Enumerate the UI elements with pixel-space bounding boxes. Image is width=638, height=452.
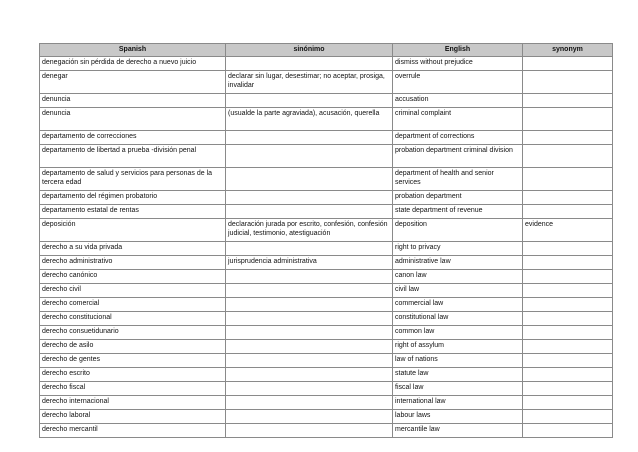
table-row: [40, 256, 613, 270]
cell-english: mercantile law: [393, 424, 523, 438]
cell-sinonimo: [226, 368, 393, 382]
cell-spanish: derecho internacional: [40, 396, 226, 410]
cell-spanish: departamento estatal de rentas: [40, 205, 226, 219]
column-header-spanish: Spanish: [40, 44, 226, 57]
cell-sinonimo: [226, 382, 393, 396]
table-row: [40, 368, 613, 382]
cell-synonym: [523, 340, 613, 354]
table-row: [40, 145, 613, 168]
cell-spanish: derecho fiscal: [40, 382, 226, 396]
cell-synonym: [523, 396, 613, 410]
glossary-sheet: [39, 43, 613, 438]
cell-sinonimo: [226, 284, 393, 298]
cell-sinonimo: [226, 340, 393, 354]
cell-sinonimo: [226, 168, 393, 191]
column-header-english: English: [393, 44, 523, 57]
table-row: [40, 382, 613, 396]
cell-spanish: derecho de asilo: [40, 340, 226, 354]
table-row: [40, 340, 613, 354]
cell-english: constitutional law: [393, 312, 523, 326]
cell-synonym: [523, 312, 613, 326]
cell-synonym: [523, 368, 613, 382]
table-row: [40, 205, 613, 219]
cell-spanish: denegar: [40, 71, 226, 94]
cell-english: overrule: [393, 71, 523, 94]
table-row: [40, 284, 613, 298]
cell-english: department of corrections: [393, 131, 523, 145]
cell-synonym: [523, 108, 613, 131]
cell-english: accusation: [393, 94, 523, 108]
cell-sinonimo: [226, 424, 393, 438]
cell-english: department of health and senior services: [393, 168, 523, 191]
cell-sinonimo: [226, 242, 393, 256]
table-row: [40, 71, 613, 94]
cell-english: administrative law: [393, 256, 523, 270]
table-row: [40, 326, 613, 340]
cell-synonym: [523, 145, 613, 168]
cell-spanish: derecho constitucional: [40, 312, 226, 326]
cell-synonym: evidence: [523, 219, 613, 242]
cell-spanish: denegación sin pérdida de derecho a nuevo juicio: [40, 57, 226, 71]
cell-english: international law: [393, 396, 523, 410]
cell-spanish: derecho administrativo: [40, 256, 226, 270]
table-row: [40, 424, 613, 438]
table-row: [40, 242, 613, 256]
cell-spanish: derecho escrito: [40, 368, 226, 382]
cell-spanish: departamento del régimen probatorio: [40, 191, 226, 205]
cell-spanish: derecho canónico: [40, 270, 226, 284]
cell-spanish: deposición: [40, 219, 226, 242]
cell-sinonimo: [226, 57, 393, 71]
cell-synonym: [523, 131, 613, 145]
table-row: [40, 410, 613, 424]
cell-spanish: departamento de correcciones: [40, 131, 226, 145]
cell-sinonimo: [226, 191, 393, 205]
cell-english: state department of revenue: [393, 205, 523, 219]
table-row: [40, 298, 613, 312]
cell-synonym: [523, 326, 613, 340]
cell-english: law of nations: [393, 354, 523, 368]
cell-sinonimo: [226, 354, 393, 368]
cell-synonym: [523, 242, 613, 256]
cell-synonym: [523, 168, 613, 191]
glossary-table: [39, 43, 613, 438]
table-row: [40, 191, 613, 205]
cell-sinonimo: [226, 94, 393, 108]
cell-english: canon law: [393, 270, 523, 284]
cell-sinonimo: [226, 396, 393, 410]
cell-english: civil law: [393, 284, 523, 298]
cell-synonym: [523, 71, 613, 94]
cell-spanish: derecho de gentes: [40, 354, 226, 368]
table-body: [40, 57, 613, 438]
cell-english: criminal complaint: [393, 108, 523, 131]
table-row: [40, 57, 613, 71]
header-row: [40, 44, 613, 57]
cell-synonym: [523, 57, 613, 71]
cell-sinonimo: (usualde la parte agraviada), acusación, querella: [226, 108, 393, 131]
cell-english: labour laws: [393, 410, 523, 424]
table-row: [40, 312, 613, 326]
cell-synonym: [523, 298, 613, 312]
table-row: [40, 219, 613, 242]
cell-english: statute law: [393, 368, 523, 382]
cell-sinonimo: declarar sin lugar, desestimar; no aceptar, prosiga, invalidar: [226, 71, 393, 94]
cell-spanish: derecho consuetidunario: [40, 326, 226, 340]
table-row: [40, 354, 613, 368]
cell-synonym: [523, 191, 613, 205]
table-row: [40, 396, 613, 410]
cell-spanish: departamento de salud y servicios para personas de la tercera edad: [40, 168, 226, 191]
cell-english: commercial law: [393, 298, 523, 312]
cell-english: fiscal law: [393, 382, 523, 396]
table-row: [40, 168, 613, 191]
table-row: [40, 131, 613, 145]
cell-synonym: [523, 354, 613, 368]
cell-spanish: derecho laboral: [40, 410, 226, 424]
cell-english: right to privacy: [393, 242, 523, 256]
cell-synonym: [523, 424, 613, 438]
cell-spanish: derecho a su vida privada: [40, 242, 226, 256]
cell-sinonimo: [226, 270, 393, 284]
cell-spanish: denuncia: [40, 94, 226, 108]
cell-spanish: derecho comercial: [40, 298, 226, 312]
table-row: [40, 270, 613, 284]
cell-sinonimo: [226, 205, 393, 219]
cell-sinonimo: [226, 131, 393, 145]
cell-spanish: departamento de libertad a prueba -división penal: [40, 145, 226, 168]
cell-sinonimo: [226, 410, 393, 424]
cell-synonym: [523, 94, 613, 108]
cell-english: deposition: [393, 219, 523, 242]
cell-english: right of assylum: [393, 340, 523, 354]
table-row: [40, 94, 613, 108]
cell-spanish: derecho mercantil: [40, 424, 226, 438]
cell-english: probation department criminal division: [393, 145, 523, 168]
cell-sinonimo: jurisprudencia administrativa: [226, 256, 393, 270]
cell-sinonimo: [226, 326, 393, 340]
cell-synonym: [523, 284, 613, 298]
cell-synonym: [523, 205, 613, 219]
table-row: [40, 108, 613, 131]
cell-synonym: [523, 410, 613, 424]
cell-synonym: [523, 382, 613, 396]
cell-sinonimo: [226, 298, 393, 312]
cell-spanish: derecho civil: [40, 284, 226, 298]
cell-synonym: [523, 270, 613, 284]
cell-sinonimo: [226, 312, 393, 326]
cell-sinonimo: declaración jurada por escrito, confesión, confesión judicial, testimonio, atestiguación: [226, 219, 393, 242]
cell-synonym: [523, 256, 613, 270]
cell-english: probation department: [393, 191, 523, 205]
cell-english: dismiss without prejudice: [393, 57, 523, 71]
column-header-synonym: synonym: [523, 44, 613, 57]
column-header-sinonimo: sinónimo: [226, 44, 393, 57]
cell-english: common law: [393, 326, 523, 340]
cell-spanish: denuncia: [40, 108, 226, 131]
cell-sinonimo: [226, 145, 393, 168]
